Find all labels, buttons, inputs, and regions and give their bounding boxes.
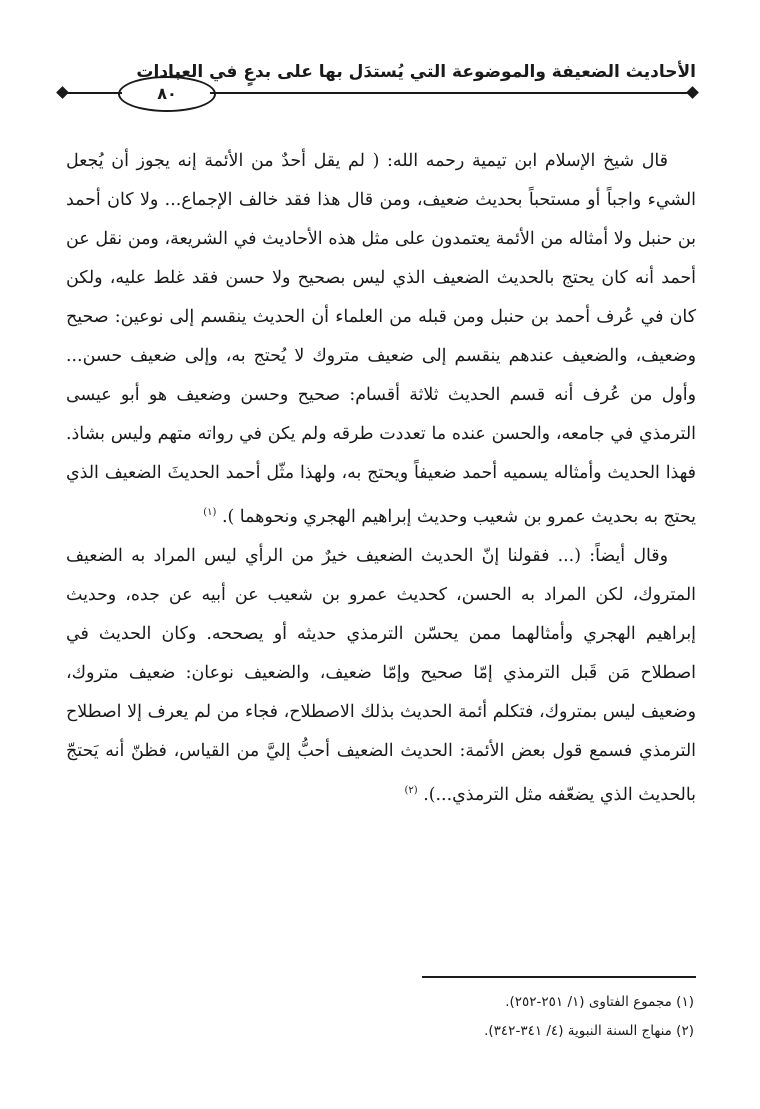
footnotes (64, 988, 694, 1046)
main-text (66, 142, 696, 815)
page-number: ٨٠ (118, 76, 216, 112)
footnote: (١) مجموع الفتاوى (١/ ٢٥١-٢٥٢). (505, 994, 694, 1010)
footnote-separator (422, 976, 696, 978)
paragraph-text: قال شيخ الإسلام ابن تيمية رحمه الله: ( لم يقل أحدٌ من الأئمة إنه يجوز أن يُجعل الشيء واجباً أو مستحباً بحديث ضعيف، ومن قال هذا فقد خالف الإجماع... ولا كان أحمد بن حنبل ولا أمثاله من الأئمة يعتمدون على مثل هذه الأحاديث في الشريعة، ومن نقل عن أحمد أنه كان يحتج بالحديث الضعيف الذي ليس بصحيح ولا حسن فقد غلط عليه، ولكن كان في عُرف أحمد بن حنبل ومن قبله من العلماء أن الحديث ينقسم إلى نوعين: صحيح وضعيف، والضعيف عندهم ينقسم إلى ضعيف متروك لا يُحتج به، وإلى ضعيف حسن... وأول من عُرف أنه قسم الحديث ثلاثة أقسام: صحيح وحسن وضعيف هو أبو عيسى الترمذي في جامعه، والحسن عنده ما تعددت طرقه ولم يكن في رواته متهم وليس بشاذ. فهذا الحديث وأمثاله يسميه أحمد ضعيفاً ويحتج به، ولهذا مثّل أحمد الحديثَ الضعيف الذي يحتج به بحديث عمرو بن شعيب وحديث إبراهيم الهجري ونحوهما ). (66, 151, 696, 527)
paragraph (66, 537, 696, 815)
header-rule-left (62, 92, 122, 94)
header-rule-right (210, 92, 692, 94)
diamond-ornament-icon (56, 86, 69, 99)
paragraph-text: وقال أيضاً: (... فقولنا إنّ الحديث الضعيف خيرٌ من الرأي ليس المراد به الضعيف المتروك، لكن المراد به الحسن، كحديث عمرو بن شعيب عن أبيه عن جده، وحديث إبراهيم الهجري وأمثالهما ممن يحسّن الترمذي حديثه أو يصححه. وكان الحديث في اصطلاح مَن قَبل الترمذي إمّا صحيح وإمّا ضعيف، والضعيف نوعان: ضعيف متروك، وضعيف ليس بمتروك، فتكلم أئمة الحديث بذلك الاصطلاح، فجاء من لم يعرف إلا اصطلاح الترمذي فسمع قول بعض الأئمة: الحديث الضعيف أحبُّ إليَّ من القياس، فظنّ أنه يَحتجّ بالحديث الذي يضعّفه مثل الترمذي...). (66, 545, 696, 805)
footnote-reference: (١) (203, 507, 217, 518)
running-title: الأحاديث الضعيفة والموضوعة التي يُستدَل بها على بدعٍ في العبادات (136, 62, 696, 82)
footnote-reference: (٢) (404, 784, 418, 796)
paragraph (66, 142, 696, 537)
footnote: (٢) منهاج السنة النبوية (٤/ ٣٤١-٣٤٢). (484, 1023, 694, 1039)
diamond-ornament-icon (686, 86, 699, 99)
